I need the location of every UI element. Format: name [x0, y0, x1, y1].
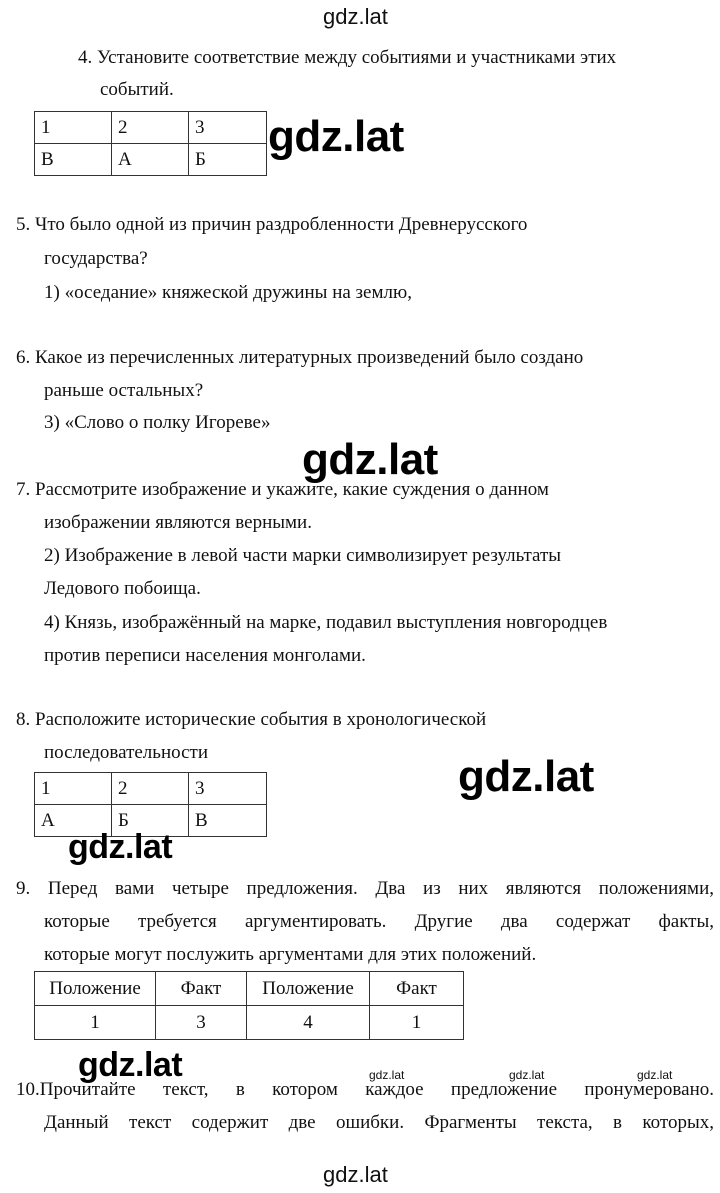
q6-text-line1: 6. Какое из перечисленных литературных произведений было создано — [16, 347, 584, 368]
table-header-cell: Факт — [370, 972, 464, 1006]
watermark: gdz.lat — [68, 828, 173, 866]
q7-text-line1: 7. Рассмотрите изображение и укажите, какие суждения о данном — [16, 479, 549, 500]
table-cell: 1 — [370, 1006, 464, 1040]
header-watermark: gdz.lat — [323, 4, 388, 29]
q6-text-line2: раньше остальных? — [44, 380, 204, 401]
table-cell: А — [35, 805, 112, 837]
table-cell: 1 — [35, 1006, 156, 1040]
table-row — [35, 773, 267, 805]
table-row — [35, 1006, 464, 1040]
q9-answer-table — [34, 971, 464, 1040]
watermark: gdz.lat — [458, 752, 594, 801]
table-row — [35, 112, 267, 144]
table-row — [35, 972, 464, 1006]
q7-answer-2-cont: против переписи населения монголами. — [44, 645, 366, 666]
table-cell: Б — [189, 144, 267, 176]
table-cell: 1 — [35, 773, 112, 805]
table-header-cell: Факт — [156, 972, 247, 1006]
watermark: gdz.lat — [78, 1046, 183, 1084]
watermark: gdz.lat — [268, 112, 404, 161]
q6-answer: 3) «Слово о полку Игореве» — [44, 412, 271, 433]
q7-answer-2: 4) Князь, изображённый на марке, подавил выступления новгородцев — [44, 612, 608, 633]
table-row — [35, 144, 267, 176]
q4-text-line2: событий. — [100, 79, 174, 100]
q10-text-line1: 10.Прочитайте текст, в котором каждое предложение пронумеровано. — [16, 1079, 714, 1100]
table-cell: 3 — [156, 1006, 247, 1040]
q8-text-line2: последовательности — [44, 742, 208, 763]
table-cell: В — [35, 144, 112, 176]
q9-text-line2: которые требуется аргументировать. Другие два содержат факты, — [44, 911, 714, 932]
table-cell: В — [189, 805, 267, 837]
table-cell: А — [112, 144, 189, 176]
table-cell: 3 — [189, 112, 267, 144]
table-header-cell: Положение — [247, 972, 370, 1006]
table-cell: 2 — [112, 773, 189, 805]
q7-answer-1: 2) Изображение в левой части марки символизирует результаты — [44, 545, 562, 566]
q7-answer-1-cont: Ледового побоища. — [44, 578, 201, 599]
watermark-small: gdz.lat — [509, 1068, 545, 1082]
watermark: gdz.lat — [302, 435, 438, 484]
table-cell: 3 — [189, 773, 267, 805]
table-cell: 1 — [35, 112, 112, 144]
q10-text-line2: Данный текст содержит две ошибки. Фрагменты текста, в которых, — [44, 1112, 714, 1133]
watermark-small: gdz.lat — [369, 1068, 405, 1082]
q4-text-line1: 4. Установите соответствие между событиями и участниками этих — [78, 47, 617, 68]
q5-text-line1: 5. Что было одной из причин раздробленности Древнерусского — [16, 214, 528, 235]
table-cell: 4 — [247, 1006, 370, 1040]
q5-text-line2: государства? — [44, 248, 148, 269]
q4-answer-table — [34, 111, 267, 176]
watermark-small: gdz.lat — [637, 1068, 673, 1082]
table-cell: Б — [112, 805, 189, 837]
footer-watermark: gdz.lat — [323, 1162, 388, 1187]
table-cell: 2 — [112, 112, 189, 144]
q9-text-line1: 9. Перед вами четыре предложения. Два из них являются положениями, — [16, 878, 714, 899]
table-header-cell: Положение — [35, 972, 156, 1006]
q5-answer: 1) «оседание» княжеской дружины на землю, — [44, 282, 412, 303]
q7-text-line2: изображении являются верными. — [44, 512, 312, 533]
q9-text-line3: которые могут послужить аргументами для этих положений. — [44, 944, 537, 965]
q8-text-line1: 8. Расположите исторические события в хронологической — [16, 709, 487, 730]
